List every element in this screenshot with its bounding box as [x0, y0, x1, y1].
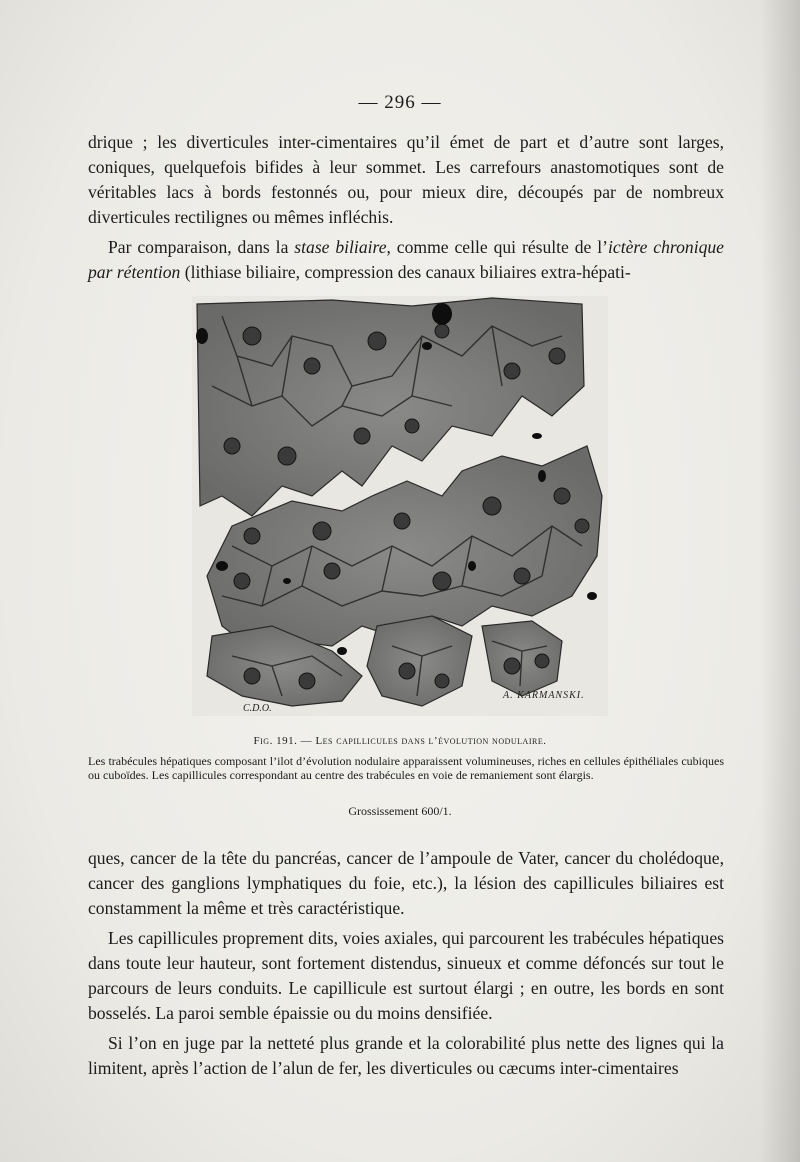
- figure-magnification: Grossissement 600/1.: [348, 804, 452, 818]
- paragraph-continuation: drique ; les diverticules inter-cimentaires qu’il émet de part et d’autre sont larges, coniques, quelquefois bifides à leur sommet. Les carrefours anastomotiques sont de véritables lacs à bords festonnés ou, pour mieux dire, découpés par de nombreux diverticules rectilignes ou mêmes infléchis.: [88, 132, 724, 227]
- histology-illustration: [192, 296, 608, 716]
- paragraph-capillicules: Les capillicules proprement dits, voies axiales, qui parcourent les trabécules hépatiques dans toute leur hauteur, sont fortement distendus, sinueux et comme défoncés sur tout le parcours de leurs conduits. Le capillicule est surtout élargi ; en outre, les bords en sont bosselés. La paroi semble épaissie ou du moins densifiée.: [88, 928, 724, 1023]
- page-number: — 296 —: [358, 92, 442, 113]
- paragraph-alun-de-fer: Si l’on en juge par la netteté plus grande et la colorabilité plus nette des lignes qui la limitent, après l’action de l’alun de fer, les diverticules ou cæcums inter-cimentaires: [88, 1033, 724, 1078]
- page-edge-shadow: [760, 0, 800, 1162]
- text-span: (lithiase biliaire, compression des canaux biliaires extra-hépati-: [180, 262, 631, 282]
- signature-right: A. KARMANSKI.: [503, 690, 585, 701]
- top-text-block: [88, 130, 724, 285]
- figure-caption: Les trabécules hépatiques composant l’ilot d’évolution nodulaire apparaissent volumineuses, riches en cellules épithéliales cubiques ou cuboïdes. Les capillicules correspondant au centre des trabécules en voie de remaniement sont élargis.: [88, 754, 724, 782]
- signature-left: C.D.O.: [243, 703, 272, 714]
- figure-title: [0, 735, 800, 747]
- paragraph-continuation-2: ques, cancer de la tête du pancréas, cancer de l’ampoule de Vater, cancer du cholédoque, cancer des ganglions lymphatiques du foie, etc.), la lésion des capillicules biliaires est constamment la même et très caractéristique.: [88, 848, 724, 918]
- figure-number: Fig. 191. —: [253, 735, 313, 747]
- italic-term: ictère chronique par rétention: [88, 237, 724, 282]
- bottom-text-block: [88, 846, 724, 1081]
- italic-term: stase biliaire: [294, 237, 387, 257]
- text-span: , comme celle qui résulte de l’: [386, 237, 609, 257]
- text-span: Par comparaison, dans la: [108, 237, 295, 257]
- histology-figure: [192, 296, 608, 716]
- paragraph-stase-biliaire: [88, 235, 724, 285]
- figure-title-text: Les capillicules dans l’évolution nodulaire.: [315, 735, 547, 747]
